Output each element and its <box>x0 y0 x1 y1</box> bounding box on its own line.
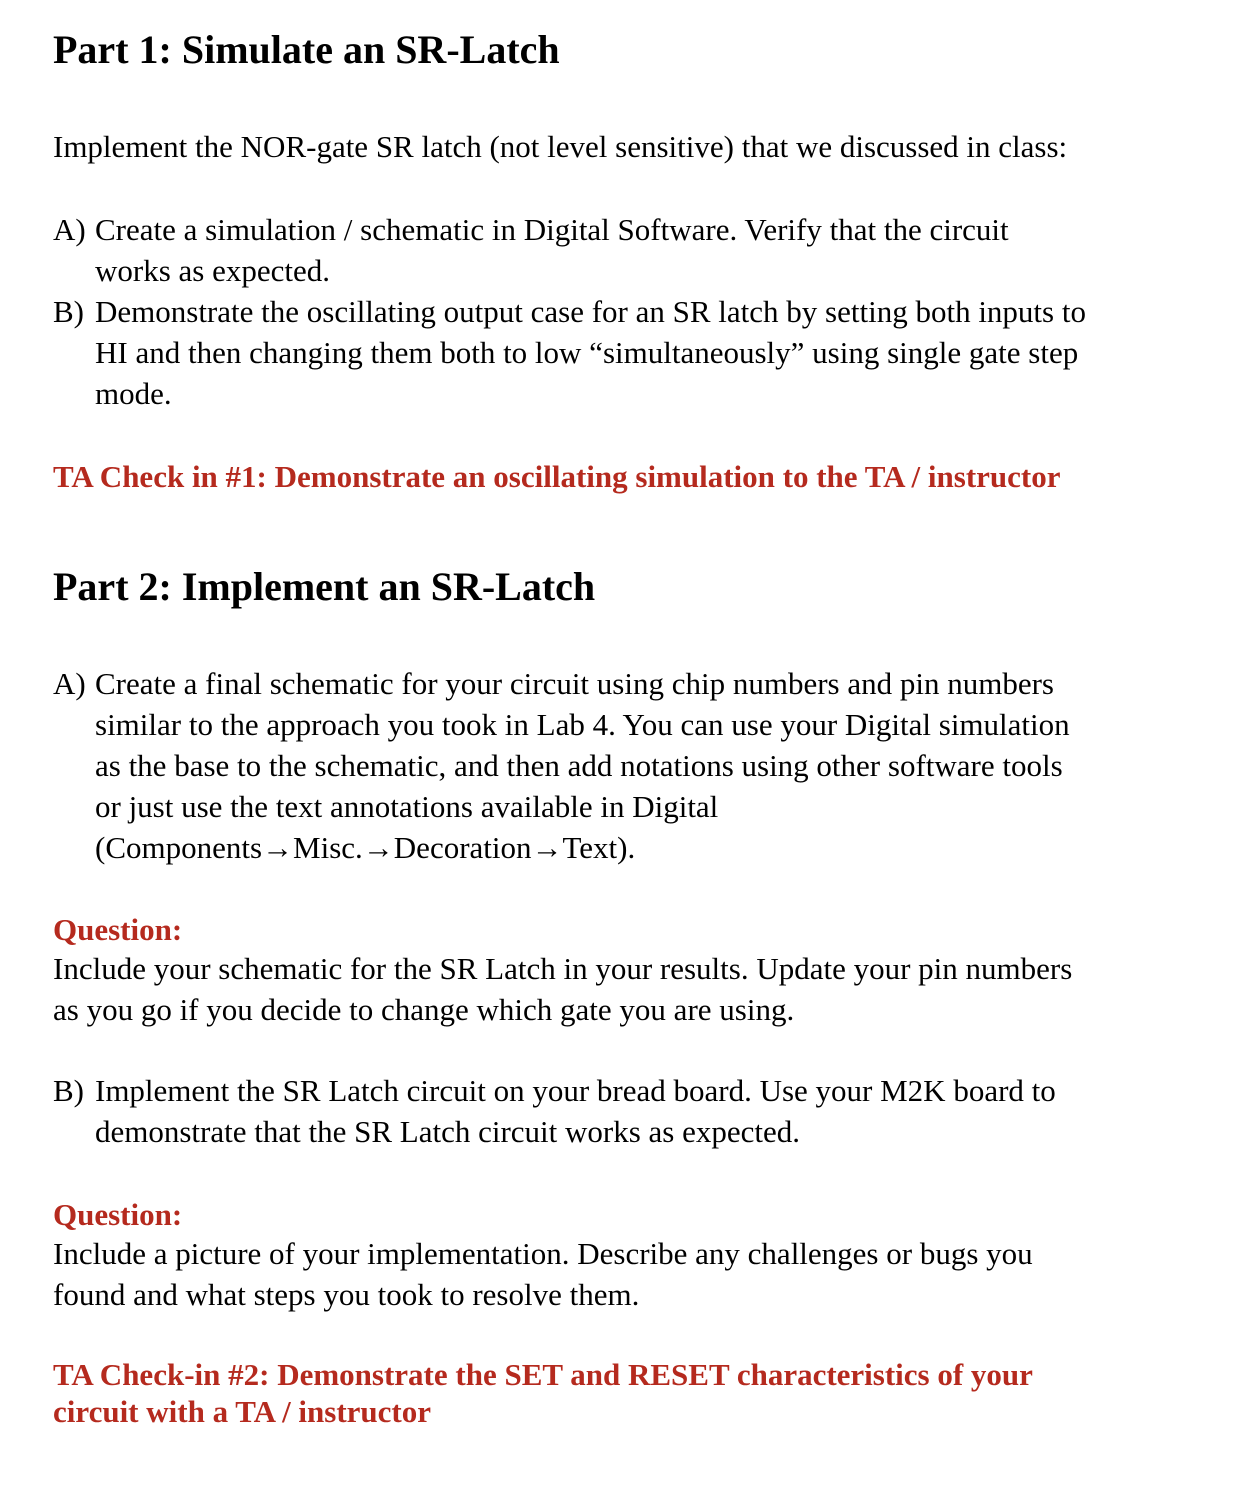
part1-item-a-line: Create a simulation / schematic in Digital Software. Verify that the circuit <box>95 212 1009 247</box>
part1-heading: Part 1: Simulate an SR-Latch <box>53 27 560 72</box>
question-label: Question: <box>53 1197 183 1232</box>
part1-item-a-marker: A) <box>53 212 86 247</box>
part2-question2 <box>53 1196 1033 1315</box>
part1-item-a <box>53 209 1009 291</box>
part2-heading: Part 2: Implement an SR-Latch <box>53 564 596 609</box>
part1-item-b-line: Demonstrate the oscillating output case for an SR latch by setting both inputs to <box>95 294 1086 329</box>
part1-item-b-marker: B) <box>53 294 84 329</box>
part2-item-b-line: demonstrate that the SR Latch circuit works as expected. <box>95 1114 801 1149</box>
part2-question1 <box>53 911 1072 1030</box>
question-text-line: Include your schematic for the SR Latch in your results. Update your pin numbers <box>53 951 1073 986</box>
question-label: Question: <box>53 912 183 947</box>
part2-item-b-marker: B) <box>53 1073 84 1108</box>
part2-item-a-line: or just use the text annotations available in Digital <box>95 789 719 824</box>
ta-check-line: TA Check-in #2: Demonstrate the SET and RESET characteristics of your <box>53 1357 1033 1392</box>
part2-item-a-line: (Components→Misc.→Decoration→Text). <box>95 830 636 865</box>
part1-item-a-line: works as expected. <box>95 253 330 288</box>
question-text-line: as you go if you decide to change which gate you are using. <box>53 992 795 1027</box>
part2-item-b <box>53 1070 1056 1152</box>
part2-item-a <box>53 663 1070 868</box>
question-text-line: found and what steps you took to resolve them. <box>53 1277 640 1312</box>
part1-item-b <box>53 291 1086 414</box>
part2-item-a-line: as the base to the schematic, and then add notations using other software tools <box>95 748 1063 783</box>
question-text-line: Include a picture of your implementation. Describe any challenges or bugs you <box>53 1236 1033 1271</box>
part2-item-a-line: Create a final schematic for your circuit using chip numbers and pin numbers <box>95 666 1054 701</box>
part2-item-b-line: Implement the SR Latch circuit on your bread board. Use your M2K board to <box>95 1073 1056 1108</box>
part1-intro: Implement the NOR-gate SR latch (not level sensitive) that we discussed in class: <box>53 129 1068 164</box>
part1-item-b-line: mode. <box>95 376 172 411</box>
part1-ta-check: TA Check in #1: Demonstrate an oscillating simulation to the TA / instructor <box>53 459 1061 494</box>
part2-item-a-marker: A) <box>53 666 86 701</box>
ta-check-line: circuit with a TA / instructor <box>53 1394 432 1429</box>
part1-item-b-line: HI and then changing them both to low “simultaneously” using single gate step <box>95 335 1079 370</box>
part2-item-a-line: similar to the approach you took in Lab 4. You can use your Digital simulation <box>95 707 1070 742</box>
part2-ta-check <box>53 1356 1033 1430</box>
